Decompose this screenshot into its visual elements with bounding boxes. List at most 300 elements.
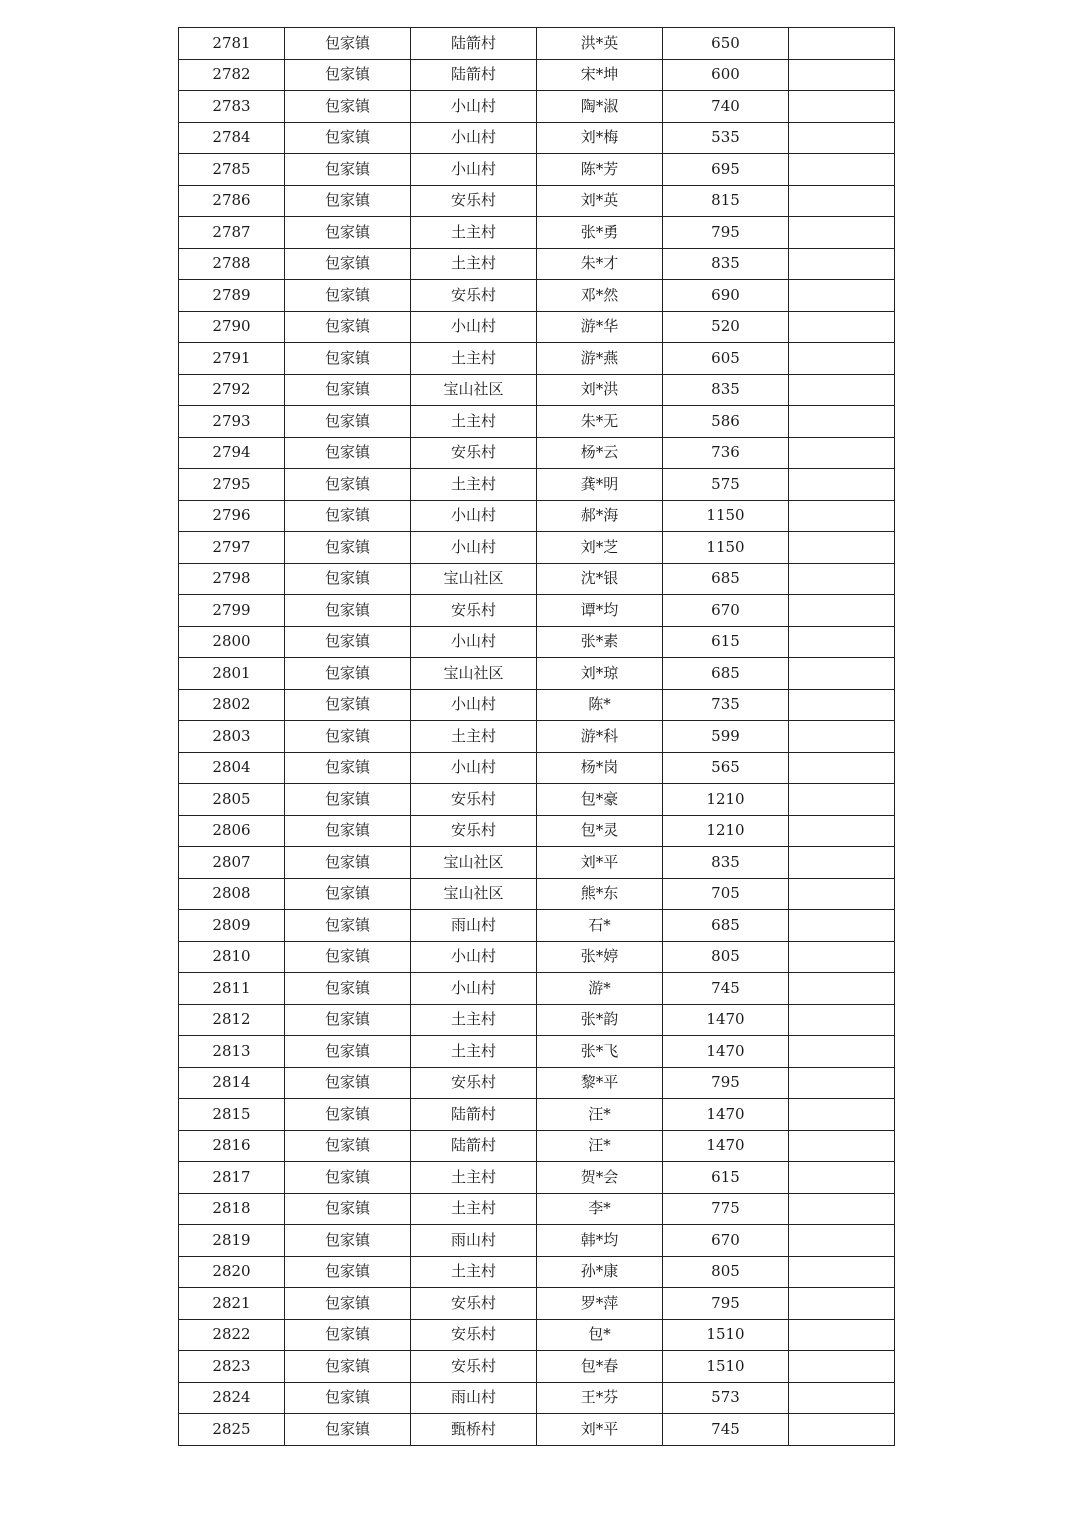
table-row (179, 1193, 895, 1225)
remark-cell (789, 784, 895, 816)
remark-cell (789, 1193, 895, 1225)
town-cell: 包家镇 (285, 1130, 411, 1162)
row-number-cell: 2798 (179, 563, 285, 595)
amount-cell: 575 (663, 469, 789, 501)
table-row (179, 1351, 895, 1383)
person-name-cell: 陈* (537, 689, 663, 721)
amount-cell: 795 (663, 217, 789, 249)
row-number-cell: 2790 (179, 311, 285, 343)
amount-cell: 695 (663, 154, 789, 186)
town-cell: 包家镇 (285, 721, 411, 753)
row-number-cell: 2817 (179, 1162, 285, 1194)
row-number-cell: 2824 (179, 1382, 285, 1414)
person-name-cell: 陶*淑 (537, 91, 663, 123)
village-cell: 雨山村 (411, 1382, 537, 1414)
village-cell: 土主村 (411, 1162, 537, 1194)
amount-cell: 705 (663, 878, 789, 910)
table-row (179, 469, 895, 501)
table-row (179, 1225, 895, 1257)
town-cell: 包家镇 (285, 280, 411, 312)
remark-cell (789, 563, 895, 595)
person-name-cell: 孙*康 (537, 1256, 663, 1288)
table-row (179, 563, 895, 595)
table-row (179, 626, 895, 658)
town-cell: 包家镇 (285, 248, 411, 280)
table-row (179, 185, 895, 217)
village-cell: 宝山社区 (411, 374, 537, 406)
town-cell: 包家镇 (285, 437, 411, 469)
town-cell: 包家镇 (285, 1225, 411, 1257)
amount-cell: 835 (663, 374, 789, 406)
town-cell: 包家镇 (285, 626, 411, 658)
remark-cell (789, 1319, 895, 1351)
table-row (179, 280, 895, 312)
town-cell: 包家镇 (285, 1004, 411, 1036)
table-row (179, 1130, 895, 1162)
town-cell: 包家镇 (285, 91, 411, 123)
remark-cell (789, 185, 895, 217)
table-row (179, 784, 895, 816)
person-name-cell: 刘*琼 (537, 658, 663, 690)
remark-cell (789, 406, 895, 438)
table-row (179, 374, 895, 406)
row-number-cell: 2822 (179, 1319, 285, 1351)
row-number-cell: 2816 (179, 1130, 285, 1162)
village-cell: 安乐村 (411, 280, 537, 312)
remark-cell (789, 595, 895, 627)
row-number-cell: 2787 (179, 217, 285, 249)
row-number-cell: 2784 (179, 122, 285, 154)
amount-cell: 740 (663, 91, 789, 123)
table-row (179, 752, 895, 784)
row-number-cell: 2791 (179, 343, 285, 375)
row-number-cell: 2825 (179, 1414, 285, 1446)
amount-cell: 605 (663, 343, 789, 375)
remark-cell (789, 154, 895, 186)
remark-cell (789, 1130, 895, 1162)
village-cell: 土主村 (411, 217, 537, 249)
amount-cell: 775 (663, 1193, 789, 1225)
person-name-cell: 谭*均 (537, 595, 663, 627)
village-cell: 小山村 (411, 532, 537, 564)
amount-cell: 805 (663, 1256, 789, 1288)
village-cell: 小山村 (411, 752, 537, 784)
person-name-cell: 贺*会 (537, 1162, 663, 1194)
table-row (179, 1067, 895, 1099)
town-cell: 包家镇 (285, 847, 411, 879)
person-name-cell: 包* (537, 1319, 663, 1351)
remark-cell (789, 626, 895, 658)
person-name-cell: 罗*萍 (537, 1288, 663, 1320)
person-name-cell: 洪*英 (537, 28, 663, 60)
row-number-cell: 2813 (179, 1036, 285, 1068)
person-name-cell: 张*韵 (537, 1004, 663, 1036)
town-cell: 包家镇 (285, 658, 411, 690)
village-cell: 小山村 (411, 311, 537, 343)
village-cell: 小山村 (411, 973, 537, 1005)
village-cell: 安乐村 (411, 1067, 537, 1099)
row-number-cell: 2821 (179, 1288, 285, 1320)
remark-cell (789, 1414, 895, 1446)
village-cell: 小山村 (411, 626, 537, 658)
town-cell: 包家镇 (285, 154, 411, 186)
town-cell: 包家镇 (285, 469, 411, 501)
town-cell: 包家镇 (285, 878, 411, 910)
remark-cell (789, 878, 895, 910)
person-name-cell: 张*飞 (537, 1036, 663, 1068)
person-name-cell: 刘*洪 (537, 374, 663, 406)
row-number-cell: 2811 (179, 973, 285, 1005)
town-cell: 包家镇 (285, 311, 411, 343)
row-number-cell: 2801 (179, 658, 285, 690)
person-name-cell: 黎*平 (537, 1067, 663, 1099)
town-cell: 包家镇 (285, 374, 411, 406)
town-cell: 包家镇 (285, 1382, 411, 1414)
person-name-cell: 朱*无 (537, 406, 663, 438)
person-name-cell: 郝*海 (537, 500, 663, 532)
amount-cell: 1470 (663, 1130, 789, 1162)
town-cell: 包家镇 (285, 1193, 411, 1225)
village-cell: 安乐村 (411, 1319, 537, 1351)
village-cell: 小山村 (411, 154, 537, 186)
village-cell: 小山村 (411, 689, 537, 721)
person-name-cell: 熊*东 (537, 878, 663, 910)
table-row (179, 1099, 895, 1131)
row-number-cell: 2802 (179, 689, 285, 721)
table-row (179, 847, 895, 879)
town-cell: 包家镇 (285, 1288, 411, 1320)
row-number-cell: 2818 (179, 1193, 285, 1225)
person-name-cell: 游* (537, 973, 663, 1005)
village-cell: 安乐村 (411, 1288, 537, 1320)
person-name-cell: 游*燕 (537, 343, 663, 375)
table-row (179, 973, 895, 1005)
remark-cell (789, 1382, 895, 1414)
table-body (179, 28, 895, 1446)
amount-cell: 1210 (663, 784, 789, 816)
table-row (179, 1162, 895, 1194)
remark-cell (789, 1036, 895, 1068)
person-name-cell: 杨*云 (537, 437, 663, 469)
town-cell: 包家镇 (285, 406, 411, 438)
remark-cell (789, 689, 895, 721)
amount-cell: 670 (663, 595, 789, 627)
village-cell: 土主村 (411, 1193, 537, 1225)
person-name-cell: 王*芬 (537, 1382, 663, 1414)
table-row (179, 1414, 895, 1446)
amount-cell: 795 (663, 1288, 789, 1320)
village-cell: 安乐村 (411, 815, 537, 847)
amount-cell: 736 (663, 437, 789, 469)
town-cell: 包家镇 (285, 752, 411, 784)
row-number-cell: 2781 (179, 28, 285, 60)
remark-cell (789, 91, 895, 123)
amount-cell: 600 (663, 59, 789, 91)
remark-cell (789, 1099, 895, 1131)
person-name-cell: 刘*梅 (537, 122, 663, 154)
row-number-cell: 2810 (179, 941, 285, 973)
amount-cell: 1510 (663, 1319, 789, 1351)
village-cell: 小山村 (411, 941, 537, 973)
person-name-cell: 杨*岗 (537, 752, 663, 784)
row-number-cell: 2793 (179, 406, 285, 438)
amount-cell: 685 (663, 910, 789, 942)
village-cell: 宝山社区 (411, 847, 537, 879)
person-name-cell: 张*婷 (537, 941, 663, 973)
person-name-cell: 陈*芳 (537, 154, 663, 186)
row-number-cell: 2814 (179, 1067, 285, 1099)
remark-cell (789, 28, 895, 60)
town-cell: 包家镇 (285, 343, 411, 375)
person-name-cell: 李* (537, 1193, 663, 1225)
village-cell: 安乐村 (411, 437, 537, 469)
table-row (179, 59, 895, 91)
row-number-cell: 2805 (179, 784, 285, 816)
remark-cell (789, 752, 895, 784)
amount-cell: 1510 (663, 1351, 789, 1383)
town-cell: 包家镇 (285, 1099, 411, 1131)
table-row (179, 532, 895, 564)
person-name-cell: 刘*平 (537, 1414, 663, 1446)
person-name-cell: 张*素 (537, 626, 663, 658)
town-cell: 包家镇 (285, 595, 411, 627)
amount-cell: 535 (663, 122, 789, 154)
table-row (179, 878, 895, 910)
village-cell: 安乐村 (411, 1351, 537, 1383)
person-name-cell: 石* (537, 910, 663, 942)
village-cell: 宝山社区 (411, 563, 537, 595)
town-cell: 包家镇 (285, 973, 411, 1005)
town-cell: 包家镇 (285, 784, 411, 816)
person-name-cell: 邓*然 (537, 280, 663, 312)
remark-cell (789, 1225, 895, 1257)
remark-cell (789, 374, 895, 406)
table-row (179, 658, 895, 690)
row-number-cell: 2799 (179, 595, 285, 627)
town-cell: 包家镇 (285, 815, 411, 847)
town-cell: 包家镇 (285, 217, 411, 249)
person-name-cell: 游*科 (537, 721, 663, 753)
village-cell: 陆箭村 (411, 1130, 537, 1162)
village-cell: 小山村 (411, 500, 537, 532)
remark-cell (789, 941, 895, 973)
town-cell: 包家镇 (285, 59, 411, 91)
amount-cell: 795 (663, 1067, 789, 1099)
amount-cell: 835 (663, 847, 789, 879)
town-cell: 包家镇 (285, 1162, 411, 1194)
town-cell: 包家镇 (285, 185, 411, 217)
town-cell: 包家镇 (285, 122, 411, 154)
town-cell: 包家镇 (285, 1067, 411, 1099)
village-cell: 宝山社区 (411, 878, 537, 910)
person-name-cell: 韩*均 (537, 1225, 663, 1257)
village-cell: 土主村 (411, 406, 537, 438)
remark-cell (789, 469, 895, 501)
village-cell: 安乐村 (411, 595, 537, 627)
town-cell: 包家镇 (285, 500, 411, 532)
village-cell: 雨山村 (411, 1225, 537, 1257)
amount-cell: 815 (663, 185, 789, 217)
data-table (178, 27, 895, 1446)
amount-cell: 745 (663, 973, 789, 1005)
row-number-cell: 2800 (179, 626, 285, 658)
remark-cell (789, 59, 895, 91)
amount-cell: 670 (663, 1225, 789, 1257)
village-cell: 陆箭村 (411, 28, 537, 60)
person-name-cell: 汪* (537, 1130, 663, 1162)
person-name-cell: 包*豪 (537, 784, 663, 816)
row-number-cell: 2815 (179, 1099, 285, 1131)
table-row (179, 910, 895, 942)
amount-cell: 615 (663, 1162, 789, 1194)
remark-cell (789, 217, 895, 249)
amount-cell: 690 (663, 280, 789, 312)
town-cell: 包家镇 (285, 689, 411, 721)
remark-cell (789, 1162, 895, 1194)
village-cell: 宝山社区 (411, 658, 537, 690)
person-name-cell: 宋*坤 (537, 59, 663, 91)
table-row (179, 311, 895, 343)
person-name-cell: 刘*英 (537, 185, 663, 217)
remark-cell (789, 721, 895, 753)
remark-cell (789, 248, 895, 280)
table-row (179, 1288, 895, 1320)
table-row (179, 1256, 895, 1288)
village-cell: 安乐村 (411, 784, 537, 816)
person-name-cell: 汪* (537, 1099, 663, 1131)
amount-cell: 1470 (663, 1004, 789, 1036)
table-row (179, 217, 895, 249)
table-row (179, 1319, 895, 1351)
row-number-cell: 2796 (179, 500, 285, 532)
amount-cell: 573 (663, 1382, 789, 1414)
village-cell: 土主村 (411, 1036, 537, 1068)
amount-cell: 1470 (663, 1036, 789, 1068)
remark-cell (789, 122, 895, 154)
remark-cell (789, 658, 895, 690)
amount-cell: 1150 (663, 500, 789, 532)
village-cell: 土主村 (411, 248, 537, 280)
table-row (179, 1382, 895, 1414)
amount-cell: 650 (663, 28, 789, 60)
town-cell: 包家镇 (285, 1256, 411, 1288)
amount-cell: 1150 (663, 532, 789, 564)
town-cell: 包家镇 (285, 1036, 411, 1068)
amount-cell: 1470 (663, 1099, 789, 1131)
table-row (179, 500, 895, 532)
remark-cell (789, 343, 895, 375)
table-row (179, 689, 895, 721)
remark-cell (789, 973, 895, 1005)
remark-cell (789, 1288, 895, 1320)
remark-cell (789, 1256, 895, 1288)
amount-cell: 685 (663, 658, 789, 690)
remark-cell (789, 1351, 895, 1383)
amount-cell: 735 (663, 689, 789, 721)
person-name-cell: 包*春 (537, 1351, 663, 1383)
amount-cell: 1210 (663, 815, 789, 847)
row-number-cell: 2820 (179, 1256, 285, 1288)
table-row (179, 595, 895, 627)
row-number-cell: 2789 (179, 280, 285, 312)
town-cell: 包家镇 (285, 28, 411, 60)
village-cell: 土主村 (411, 343, 537, 375)
amount-cell: 565 (663, 752, 789, 784)
row-number-cell: 2819 (179, 1225, 285, 1257)
amount-cell: 805 (663, 941, 789, 973)
amount-cell: 685 (663, 563, 789, 595)
town-cell: 包家镇 (285, 563, 411, 595)
village-cell: 土主村 (411, 1256, 537, 1288)
row-number-cell: 2803 (179, 721, 285, 753)
row-number-cell: 2794 (179, 437, 285, 469)
row-number-cell: 2808 (179, 878, 285, 910)
row-number-cell: 2823 (179, 1351, 285, 1383)
row-number-cell: 2809 (179, 910, 285, 942)
remark-cell (789, 532, 895, 564)
remark-cell (789, 500, 895, 532)
table-row (179, 1036, 895, 1068)
table-row (179, 815, 895, 847)
row-number-cell: 2797 (179, 532, 285, 564)
row-number-cell: 2783 (179, 91, 285, 123)
person-name-cell: 包*灵 (537, 815, 663, 847)
table-row (179, 343, 895, 375)
person-name-cell: 沈*银 (537, 563, 663, 595)
table-row (179, 91, 895, 123)
table-row (179, 941, 895, 973)
village-cell: 小山村 (411, 122, 537, 154)
remark-cell (789, 815, 895, 847)
row-number-cell: 2785 (179, 154, 285, 186)
table-row (179, 437, 895, 469)
town-cell: 包家镇 (285, 1414, 411, 1446)
amount-cell: 615 (663, 626, 789, 658)
table-row (179, 28, 895, 60)
village-cell: 土主村 (411, 721, 537, 753)
row-number-cell: 2804 (179, 752, 285, 784)
row-number-cell: 2786 (179, 185, 285, 217)
amount-cell: 520 (663, 311, 789, 343)
table-row (179, 154, 895, 186)
amount-cell: 745 (663, 1414, 789, 1446)
person-name-cell: 张*勇 (537, 217, 663, 249)
village-cell: 甄桥村 (411, 1414, 537, 1446)
data-table-container (178, 27, 894, 1446)
remark-cell (789, 437, 895, 469)
town-cell: 包家镇 (285, 1351, 411, 1383)
table-row (179, 1004, 895, 1036)
row-number-cell: 2812 (179, 1004, 285, 1036)
remark-cell (789, 910, 895, 942)
row-number-cell: 2807 (179, 847, 285, 879)
person-name-cell: 刘*平 (537, 847, 663, 879)
table-row (179, 721, 895, 753)
town-cell: 包家镇 (285, 941, 411, 973)
table-row (179, 248, 895, 280)
amount-cell: 599 (663, 721, 789, 753)
row-number-cell: 2792 (179, 374, 285, 406)
amount-cell: 835 (663, 248, 789, 280)
village-cell: 小山村 (411, 91, 537, 123)
town-cell: 包家镇 (285, 910, 411, 942)
table-row (179, 406, 895, 438)
village-cell: 雨山村 (411, 910, 537, 942)
person-name-cell: 游*华 (537, 311, 663, 343)
person-name-cell: 刘*芝 (537, 532, 663, 564)
remark-cell (789, 1004, 895, 1036)
amount-cell: 586 (663, 406, 789, 438)
